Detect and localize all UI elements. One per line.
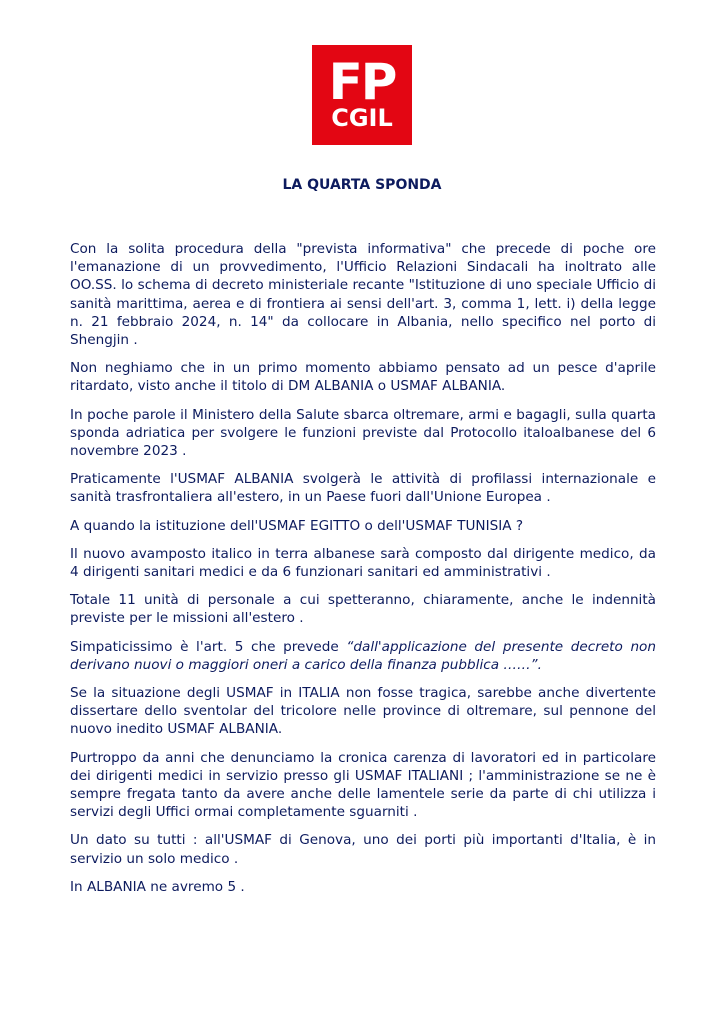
logo-line-cgil: CGIL (331, 104, 393, 132)
paragraph-8-quote: “dall'applicazione del presente decreto non derivano nuovi o maggiori oneri a carico della finanza pubblica ……”. (70, 638, 656, 673)
logo-line-fp: FP (328, 53, 396, 111)
fp-cgil-logo (312, 45, 412, 145)
paragraph-6: Il nuovo avamposto italico in terra albanese sarà composto dal dirigente medico, da 4 dirigenti sanitari medici e da 6 funzionari sanitari ed amministrativi . (70, 545, 656, 581)
paragraph-10: Purtroppo da anni che denunciamo la cronica carenza di lavoratori ed in particolare dei dirigenti medici in servizio presso gli USMAF ITALIANI ; l'amministrazione se ne è sempre fregata tanto da avere anche delle lamentele serie da parte di chi utilizza i servizi degli Uffici ormai completamente sguarniti . (70, 749, 656, 821)
paragraph-5: A quando la istituzione dell'USMAF EGITTO o dell'USMAF TUNISIA ? (70, 517, 524, 534)
paragraph-12: In ALBANIA ne avremo 5 . (70, 878, 245, 895)
document-body (70, 240, 656, 906)
paragraph-4: Praticamente l'USMAF ALBANIA svolgerà le attività di profilassi internazionale e sanità trasfrontaliera all'estero, in un Paese fuori dall'Unione Europea . (70, 471, 656, 506)
paragraph-7: Totale 11 unità di personale a cui spetteranno, chiaramente, anche le indennità previste per le missioni all'estero . (70, 592, 656, 627)
paragraph-8 (70, 638, 656, 674)
paragraph-3: In poche parole il Ministero della Salute sbarca oltremare, armi e bagagli, sulla quarta sponda adriatica per svolgere le funzioni previste dal Protocollo italoalbanese del 6 novembre 2023 . (70, 406, 656, 460)
paragraph-11: Un dato su tutti : all'USMAF di Genova, uno dei porti più importanti d'Italia, è in servizio un solo medico . (70, 832, 656, 867)
paragraph-8-intro: Simpaticissimo è l'art. 5 che prevede (70, 638, 347, 655)
paragraph-1: Con la solita procedura della "prevista informativa" che precede di poche ore l'emanazione di un provvedimento, l'Ufficio Relazioni Sindacali ha inoltrato alle OO.SS. lo schema di decreto ministeriale recante "Istituzione di uno speciale Ufficio di sanità marittima, aerea e di frontiera ai sensi dell'art. 3, comma 1, lett. i) della legge n. 21 febbraio 2024, n. 14" da collocare in Albania, nello specifico nel porto di Shengjin . (70, 241, 656, 349)
paragraph-2: Non neghiamo che in un primo momento abbiamo pensato ad un pesce d'aprile ritardato, visto anche il titolo di DM ALBANIA o USMAF ALBANIA. (70, 360, 656, 395)
document-title: LA QUARTA SPONDA (282, 177, 442, 193)
paragraph-9: Se la situazione degli USMAF in ITALIA non fosse tragica, sarebbe anche divertente dissertare dello sventolar del tricolore nelle province di oltremare, sul pennone del nuovo inedito USMAF ALBANIA. (70, 685, 656, 738)
